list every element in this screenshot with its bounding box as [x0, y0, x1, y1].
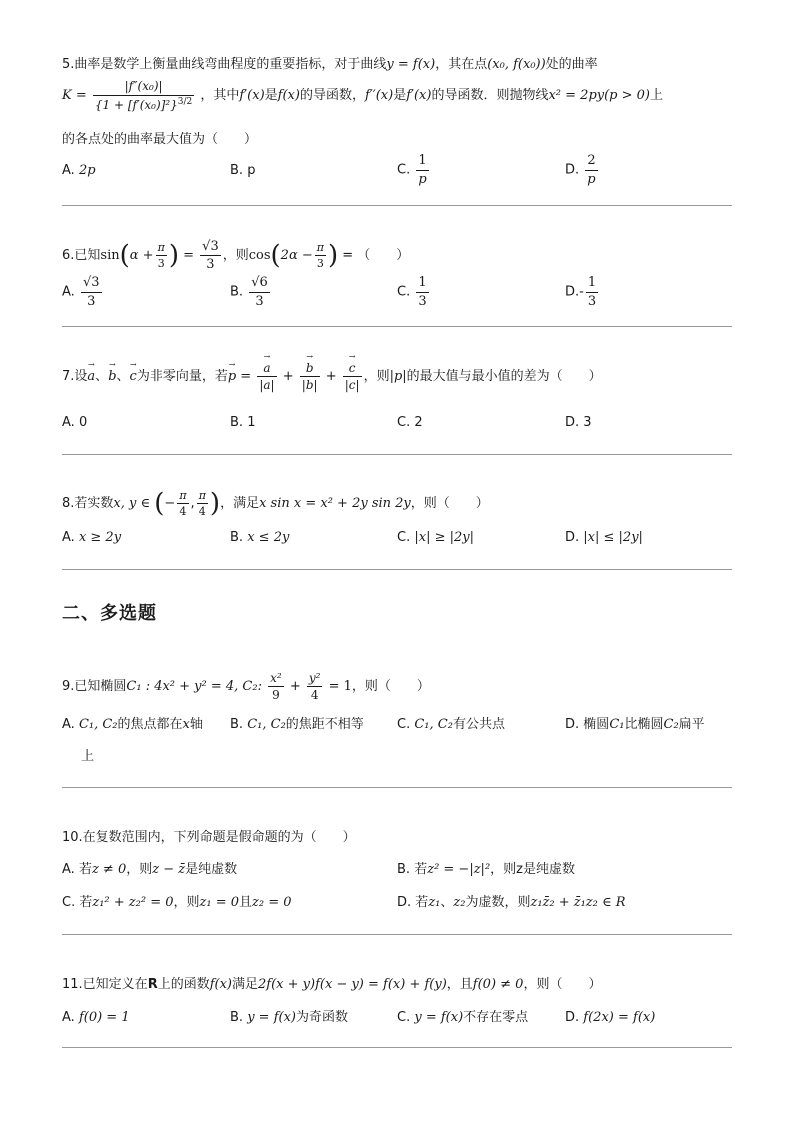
q8-option-d[interactable]: D. |x| ≤ |2y|: [565, 530, 643, 545]
q6-option-d[interactable]: D.- $\frac{1}{3}$: [565, 275, 597, 310]
q10-option-a[interactable]: A. 若z ≠ 0，则z − z̄是纯虚数: [62, 862, 238, 877]
q5-option-b[interactable]: B. p: [230, 163, 256, 178]
divider: [62, 934, 732, 935]
divider: [62, 454, 732, 455]
q8-option-a[interactable]: A. x ≥ 2y: [62, 530, 122, 545]
q9-option-a-wrap: 上: [81, 749, 95, 764]
q10-option-c[interactable]: C. 若z₁² + z₂² = 0，则z₁ = 0且z₂ = 0: [62, 895, 292, 910]
q6-option-a[interactable]: A. $\frac{√3}{3}$: [62, 275, 100, 310]
q5-stem-line3: 的各点处的曲率最大值为（ ）: [62, 132, 258, 147]
q7-option-c[interactable]: C. 2: [397, 415, 423, 430]
q5-option-a[interactable]: A. 2p: [62, 163, 96, 178]
divider: [62, 205, 732, 206]
divider: [62, 1047, 732, 1048]
q9-option-a[interactable]: A. C₁, C₂的焦点都在x轴: [62, 717, 203, 732]
divider: [62, 787, 732, 788]
divider: [62, 326, 732, 327]
q7-option-a[interactable]: A. 0: [62, 415, 88, 430]
q5-stem-line2: K = $\frac{\text{|f″(x₀)|}}{\{1 + [f'(x_0)]^2\}^{3/2}}$ ，其中f′(x)是f(x)的导函数，f′′(x)是f′(x)的导函数．则抛物线x² = 2py(p > 0)上: [62, 79, 664, 112]
q6-option-c[interactable]: C. $\frac{1}{3}$: [397, 275, 427, 310]
q9-option-d[interactable]: D. 椭圆C₁比椭圆C₂扁平: [565, 717, 705, 732]
curvature-formula: $\frac{\text{|f″(x₀)|}}{\{1 + [f'(x_0)]^2\}^{3/2}}$: [94, 79, 193, 112]
q9-option-c[interactable]: C. C₁, C₂有公共点: [397, 717, 505, 732]
q10-stem: 10.在复数范围内，下列命题是假命题的为（ ）: [62, 830, 356, 845]
divider: [62, 569, 732, 570]
q5-option-c[interactable]: C. $\frac{1}{p}$: [397, 153, 427, 188]
q7-option-d[interactable]: D. 3: [565, 415, 592, 430]
q9-stem: 9.已知椭圆C₁ : 4x² + y² = 4, C₂: $\frac{\text{x²}}{9}$ + $\frac{\text{y²}}{4}$ = 1，则（ ）: [62, 671, 430, 702]
q8-option-c[interactable]: C. |x| ≥ |2y|: [397, 530, 474, 545]
q5-option-d[interactable]: D. $\frac{2}{p}$: [565, 153, 596, 188]
q8-option-b[interactable]: B. x ≤ 2y: [230, 530, 290, 545]
q6-option-b[interactable]: B. $\frac{√6}{3}$: [230, 275, 268, 310]
q11-stem: 11.已知定义在R上的函数f(x)满足2f(x + y)f(x − y) = f(x) + f(y)，且f(0) ≠ 0，则（ ）: [62, 977, 602, 992]
q10-option-d[interactable]: D. 若z₁、z₂为虚数，则z₁z̄₂ + z̄₁z₂ ∈ R: [397, 895, 626, 910]
q5-stem-line1: 5.曲率是数学上衡量曲线弯曲程度的重要指标，对于曲线y = f(x)，其在点(x₀, f(x₀))处的曲率: [62, 57, 598, 72]
q11-option-c[interactable]: C. y = f(x)不存在零点: [397, 1010, 529, 1025]
q7-option-b[interactable]: B. 1: [230, 415, 256, 430]
q11-option-d[interactable]: D. f(2x) = f(x): [565, 1010, 656, 1025]
q11-option-a[interactable]: A. f(0) = 1: [62, 1010, 130, 1025]
q11-option-b[interactable]: B. y = f(x)为奇函数: [230, 1010, 349, 1025]
q7-stem: 7.设a →、b →、c →为非零向量，若p → = $\frac{a \to}{|a|}$ + $\frac{b \to}{|b|}$ + $\frac{c \to}{|c|}$ ，则|p|的最大值与最小值的差为（ ）: [62, 362, 602, 391]
q10-option-b[interactable]: B. 若z² = −|z|²，则z是纯虚数: [397, 862, 575, 877]
section-heading: 二、多选题: [62, 603, 157, 624]
q6-stem: 6.已知sin(α + $\frac{\pi}{3}$ ) = $\frac{√3}{3}$ ，则cos(2α − $\frac{\pi}{3}$ ) = （ ）: [62, 239, 410, 272]
q8-stem: 8.若实数x, y ∈ (− $\frac{\pi}{4}$ , $\frac{\pi}{4}$ )，满足x sin x = x² + 2y sin 2y，则（ ）: [62, 488, 489, 519]
q9-option-b[interactable]: B. C₁, C₂的焦距不相等: [230, 717, 364, 732]
